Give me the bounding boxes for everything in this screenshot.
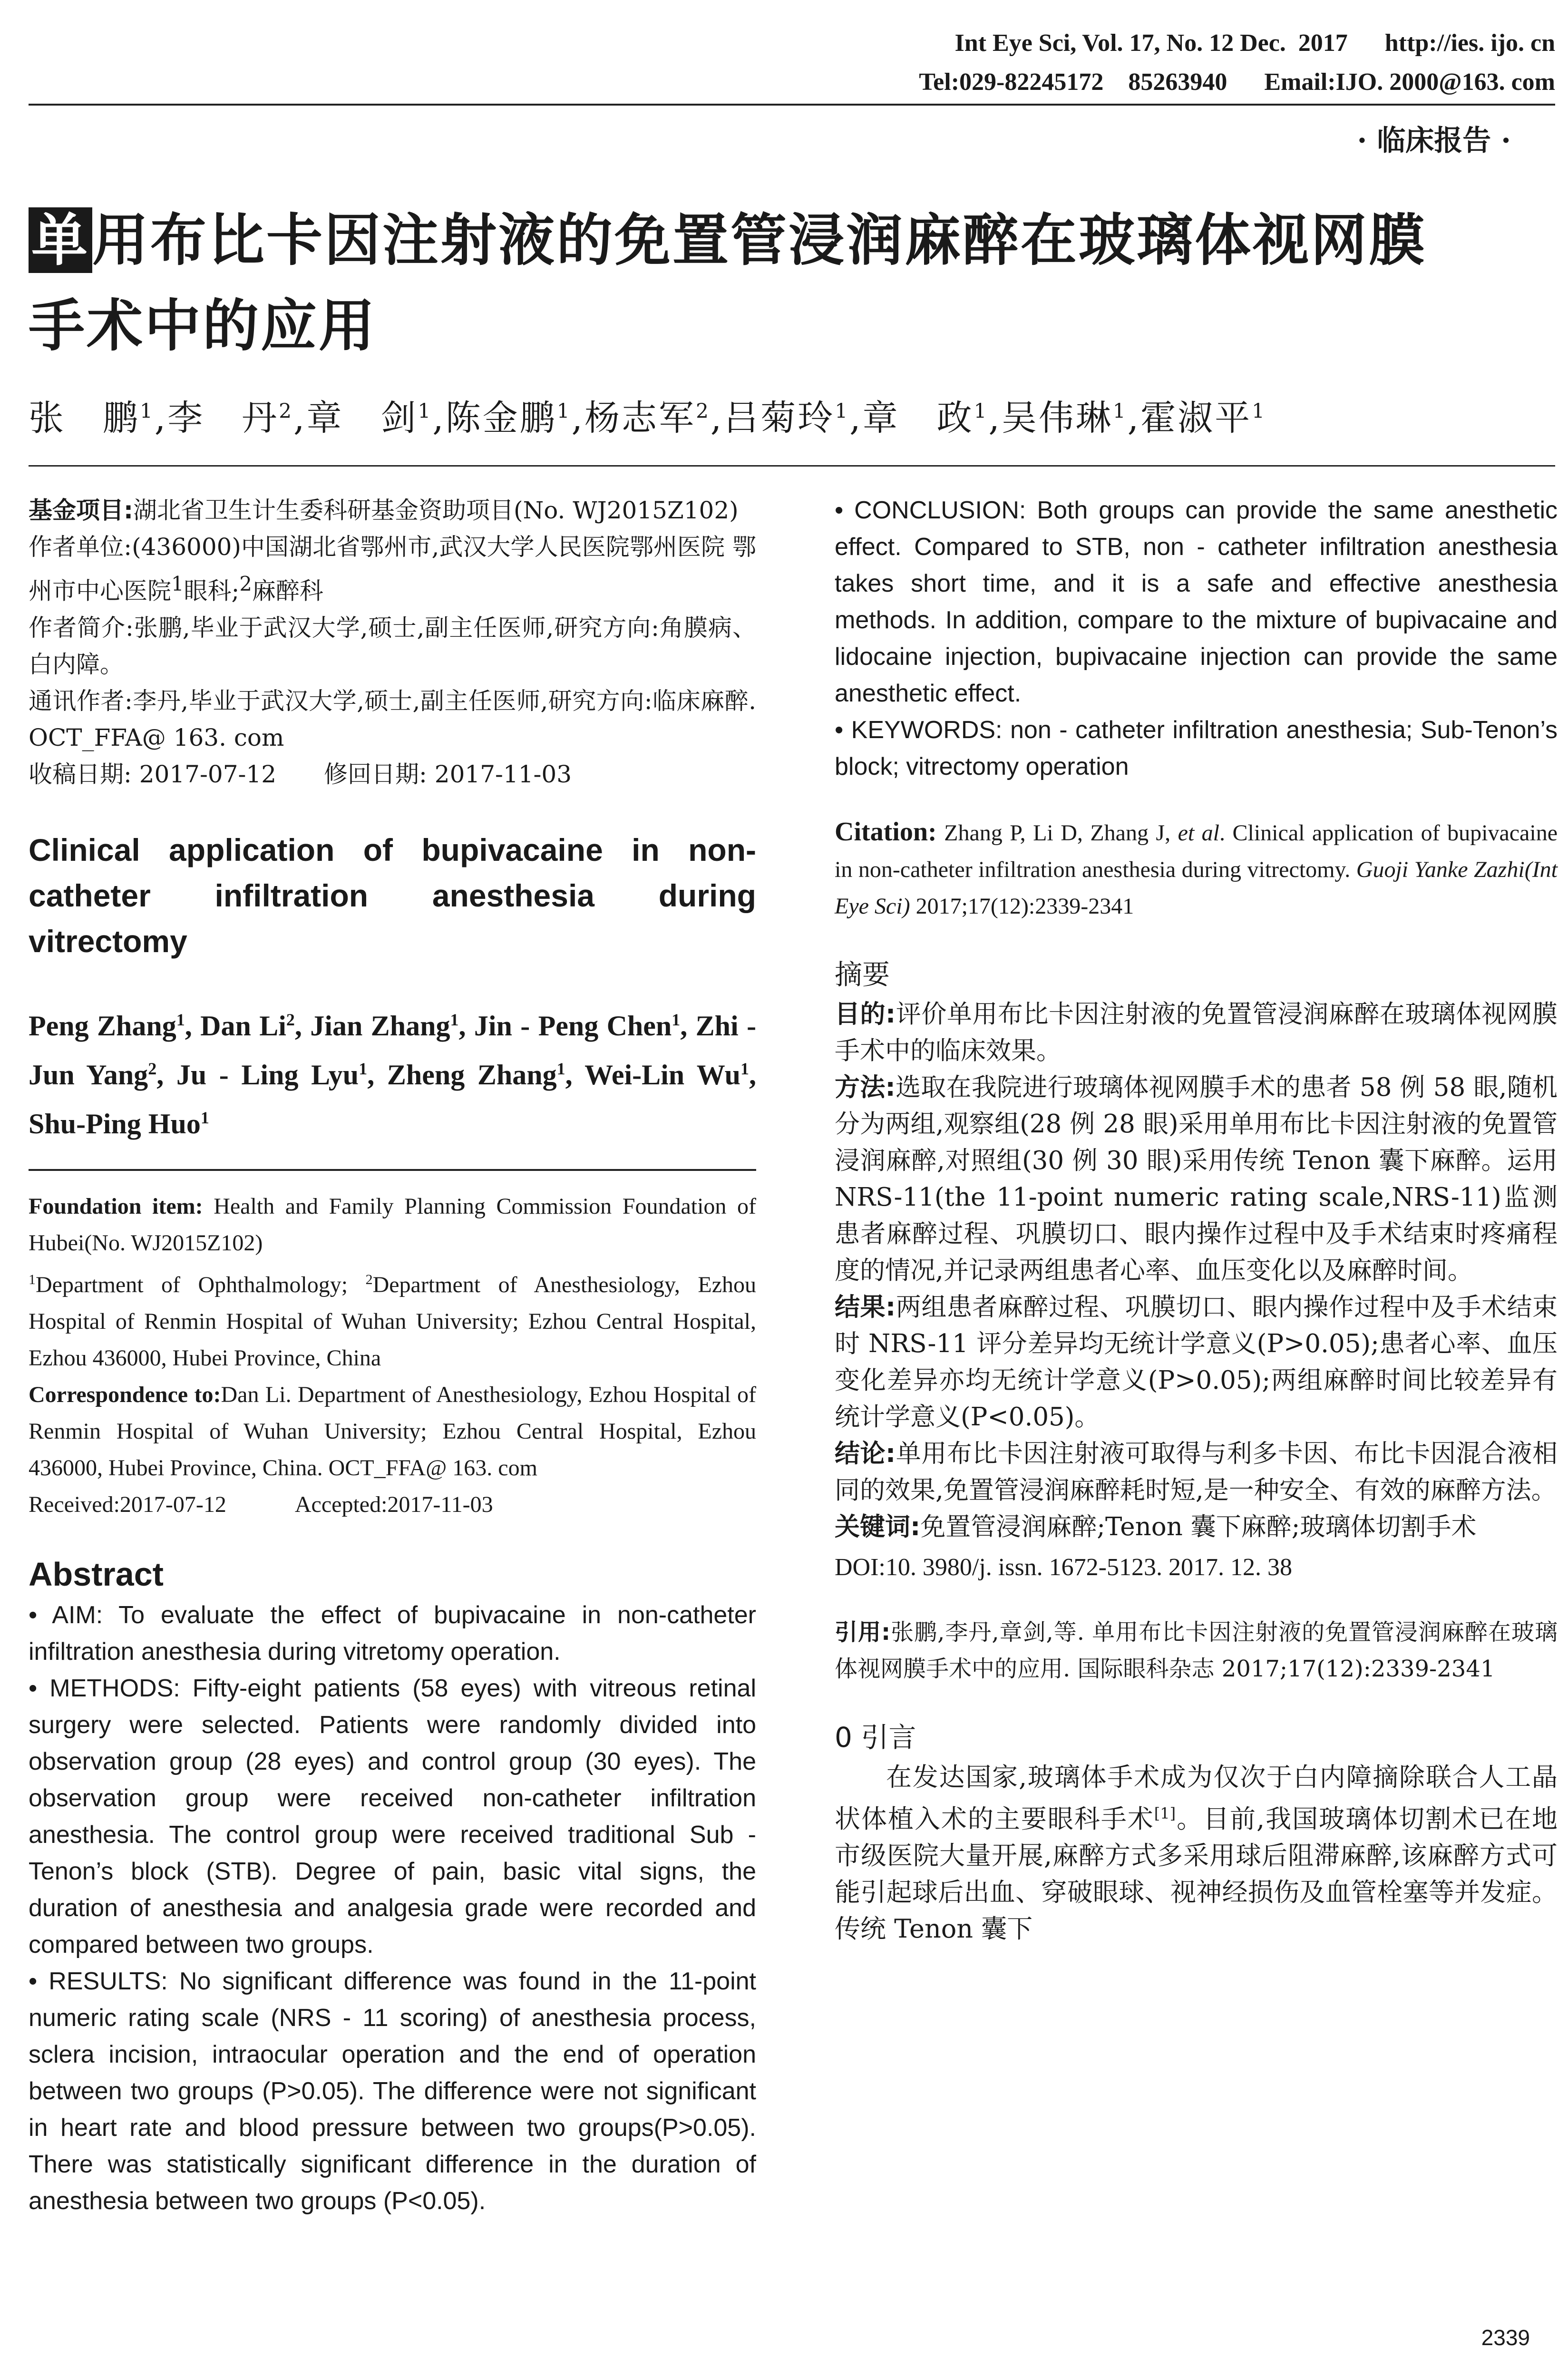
cn-author: 李 丹$^2$ [167, 398, 293, 438]
page-number: 2339 [1481, 2325, 1530, 2350]
en-author: Shu-Ping Huo$^1$ [29, 1108, 209, 1140]
author-unit: 作者单位:(436000)中国湖北省鄂州市,武汉大学人民医院鄂州医院 鄂州市中心医院$^1$眼科;$^2$麻醉科 [29, 533, 756, 605]
header-divider [29, 104, 1555, 106]
en-author: Jin - Peng Chen$^1$ [474, 1010, 681, 1042]
right-column [835, 492, 1558, 1947]
abstract-cn [835, 996, 1558, 1545]
cn-conclusion: 结论:单用布比卡因注射液可取得与利多卡因、布比卡因混合液相同的效果,免置管浸润麻醉耗时短,是一种安全、有效的麻醉方法。 [835, 1439, 1558, 1505]
section-label: · 临床报告 · [1357, 124, 1511, 157]
english-title: Clinical application of bupivacaine in non-catheter infiltration anesthesia during vitrectomy [29, 832, 756, 959]
cn-author: 吕菊玲$^1$ [723, 398, 850, 438]
en-author: Jian Zhang$^1$ [310, 1010, 459, 1042]
title-first-char: 单 [29, 207, 92, 273]
en-author: Zheng Zhang$^1$ [387, 1059, 565, 1091]
abstract-aim: • AIM: To evaluate the effect of bupivacaine in non-catheter infiltration anesthesia during vitretomy operation. [29, 1601, 756, 1666]
citation-cn: 引用:张鹏,李丹,章剑,等. 单用布比卡因注射液的免置管浸润麻醉在玻璃体视网膜手术中的应用. 国际眼科杂志 2017;17(12):2339-2341 [835, 1619, 1558, 1682]
fund-item: 基金项目:湖北省卫生计生委科研基金资助项目(No. WJ2015Z102) [29, 497, 739, 524]
en-author: Dan Li$^2$ [200, 1010, 295, 1042]
cn-abstract-heading: 摘要 [835, 958, 890, 991]
en-author: Wei-Lin Wu$^1$ [584, 1059, 749, 1091]
abstract-heading: Abstract [29, 1555, 164, 1593]
authors-divider [29, 465, 1555, 467]
correspondence: Correspondence to:Dan Li. Department of Anesthesiology, Ezhou Hospital of Renmin Hospital of Wuhan University; Ezhou Central Hospital, Ezhou 436000, Hubei Province, China. OCT_FFA@ 163. com [29, 1382, 756, 1481]
abstract-keywords: • KEYWORDS: non - catheter infiltration anesthesia; Sub-Tenon’s block; vitrectomy operation [835, 716, 1558, 780]
cn-aim: 目的:评价单用布比卡因注射液的免置管浸润麻醉在玻璃体视网膜手术中的临床效果。 [835, 1000, 1558, 1065]
cn-author: 杨志军$^2$ [584, 398, 711, 438]
en-info-divider [29, 1169, 756, 1171]
abstract-en [29, 1597, 756, 2220]
intro-paragraph: 在发达国家,玻璃体手术成为仅次于白内障摘除联合人工晶状体植入术的主要眼科手术[1]。目前,我国玻璃体切割术已在地市级医院大量开展,麻醉方式多采用球后阻滞麻醉,该麻醉方式可能引起球后出血、穿破眼球、视神经损伤及血管栓塞等并发症。传统 Tenon 囊下 [835, 1762, 1558, 1944]
abstract-conclusion: • CONCLUSION: Both groups can provide the same anesthetic effect. Compared to STB, non - catheter infiltration anesthesia takes short time, and it is a safe and effective anesthesia methods. In addition, compare to the mixture of bupivacaine and lidocaine injection, bupivacaine injection can provide the same anesthetic effect. [835, 497, 1558, 707]
cn-author: 章 政$^1$ [862, 398, 989, 438]
cn-results: 结果:两组患者麻醉过程、巩膜切口、眼内操作过程中及手术结束时 NRS-11 评分差异均无统计学意义(P>0.05);患者心率、血压变化差异亦均无统计学意义(P>0.05);两组麻醉时间比较差异有统计学意义(P<0.05)。 [835, 1293, 1558, 1432]
abstract-results: • RESULTS: No significant difference was found in the 11-point numeric rating scale (NRS - 11 scoring) of anesthesia process, sclera incision, intraocular operation and the end of operation between two groups (P>0.05). The difference were not significant in heart rate and blood pressure between two groups(P>0.05). There was statistically significant difference in the duration of anesthesia between two groups (P<0.05). [29, 1967, 756, 2215]
en-author: Peng Zhang$^1$ [29, 1010, 185, 1042]
en-info-block [29, 1188, 756, 1523]
cn-author-list: 张 鹏$^1$,李 丹$^2$,章 剑$^1$,陈金鹏$^1$,杨志军$^2$,吕菊玲$^1$,章 政$^1$,吴伟琳$^1$,霍淑平$^1$ [29, 398, 1266, 438]
corresponding-author: 通讯作者:李丹,毕业于武汉大学,硕士,副主任医师,研究方向:临床麻醉. OCT_FFA@ 163. com [29, 687, 756, 751]
cn-author: 吴伟琳$^1$ [1001, 398, 1128, 438]
cn-author: 陈金鹏$^1$ [445, 398, 572, 438]
reference-marker[interactable]: [1] [1154, 1804, 1176, 1822]
journal-contact-line: Tel:029-82245172 85263940 Email:IJO. 2000@163. com [919, 68, 1555, 96]
journal-header [29, 24, 1555, 102]
cn-author: 张 鹏$^1$ [29, 398, 155, 438]
citation-en: Citation: Zhang P, Li D, Zhang J, et al. Clinical application of bupivacaine in non-catheter infiltration anesthesia during vitrectomy. Guoji Yanke Zazhi(Int Eye Sci) 2017;17(12):2339-2341 [835, 817, 1558, 919]
foundation-item: Foundation item: Health and Family Planning Commission Foundation of Hubei(No. WJ2015Z102) [29, 1193, 757, 1256]
abstract-methods: • METHODS: Fifty-eight patients (58 eyes) with vitreous retinal surgery were selected. Patients were randomly divided into observation group (28 eyes) and control group (30 eyes). The observation group were received non-catheter infiltration anesthesia. The control group were received traditional Sub - Tenon’s block (STB). Degree of pain, basic vital signs, the duration of anesthesia and analgesia grade were recorded and compared between two groups. [29, 1674, 756, 1958]
title-line1: 用布比卡因注射液的免置管浸润麻醉在玻璃体视网膜 [92, 207, 1427, 273]
intro-heading: 0 引言 [835, 1721, 916, 1754]
left-column [29, 492, 756, 2220]
cn-keywords: 关键词:免置管浸润麻醉;Tenon 囊下麻醉;玻璃体切割手术 [835, 1512, 1477, 1541]
en-author: Zhi - Jun Yang$^2$ [29, 1010, 757, 1091]
en-dates: Received:2017-07-12 Accepted:2017-11-03 [29, 1491, 493, 1517]
en-author-list: Peng Zhang$^1$, Dan Li$^2$, Jian Zhang$^1$, Jin - Peng Chen$^1$, Zhi - Jun Yang$^2$, Ju - Ling Lyu$^1$, Zheng Zhang$^1$, Wei-Lin Wu$^1$, Shu-Ping Huo$^1$ [29, 1010, 757, 1140]
doi: DOI:10. 3980/j. issn. 1672-5123. 2017. 12. 38 [835, 1554, 1292, 1581]
article-title [29, 197, 1550, 369]
title-line2: 手术中的应用 [29, 293, 377, 359]
affiliations: $^1$Department of Ophthalmology; $^2$Department of Anesthesiology, Ezhou Hospital of Renmin Hospital of Wuhan University; Ezhou Central Hospital, Ezhou 436000, Hubei Province, China [29, 1271, 756, 1371]
cn-author: 章 剑$^1$ [306, 398, 433, 438]
cn-author: 霍淑平$^1$ [1140, 398, 1266, 438]
author-bio: 作者简介:张鹏,毕业于武汉大学,硕士,副主任医师,研究方向:角膜病、白内障。 [29, 614, 756, 678]
cn-info-block [29, 492, 756, 793]
en-author: Ju - Ling Lyu$^1$ [176, 1059, 368, 1091]
journal-info-line: Int Eye Sci, Vol. 17, No. 12 Dec. 2017 http://ies. ijo. cn [954, 29, 1555, 57]
received-dates: 收稿日期: 2017-07-12 修回日期: 2017-11-03 [29, 760, 572, 788]
cn-methods: 方法:选取在我院进行玻璃体视网膜手术的患者 58 例 58 眼,随机分为两组,观察组(28 例 28 眼)采用单用布比卡因注射液的免置管浸润麻醉,对照组(30 例 30 眼)采用传统 Tenon 囊下麻醉。运用 NRS-11(the 11-point numeric rating scale,NRS-11)监测患者麻醉过程、巩膜切口、眼内操作过程中及手术结束时疼痛程度的情况,并记录两组患者心率、血压变化以及麻醉时间。 [835, 1073, 1558, 1285]
abstract-en-continued [835, 492, 1558, 785]
